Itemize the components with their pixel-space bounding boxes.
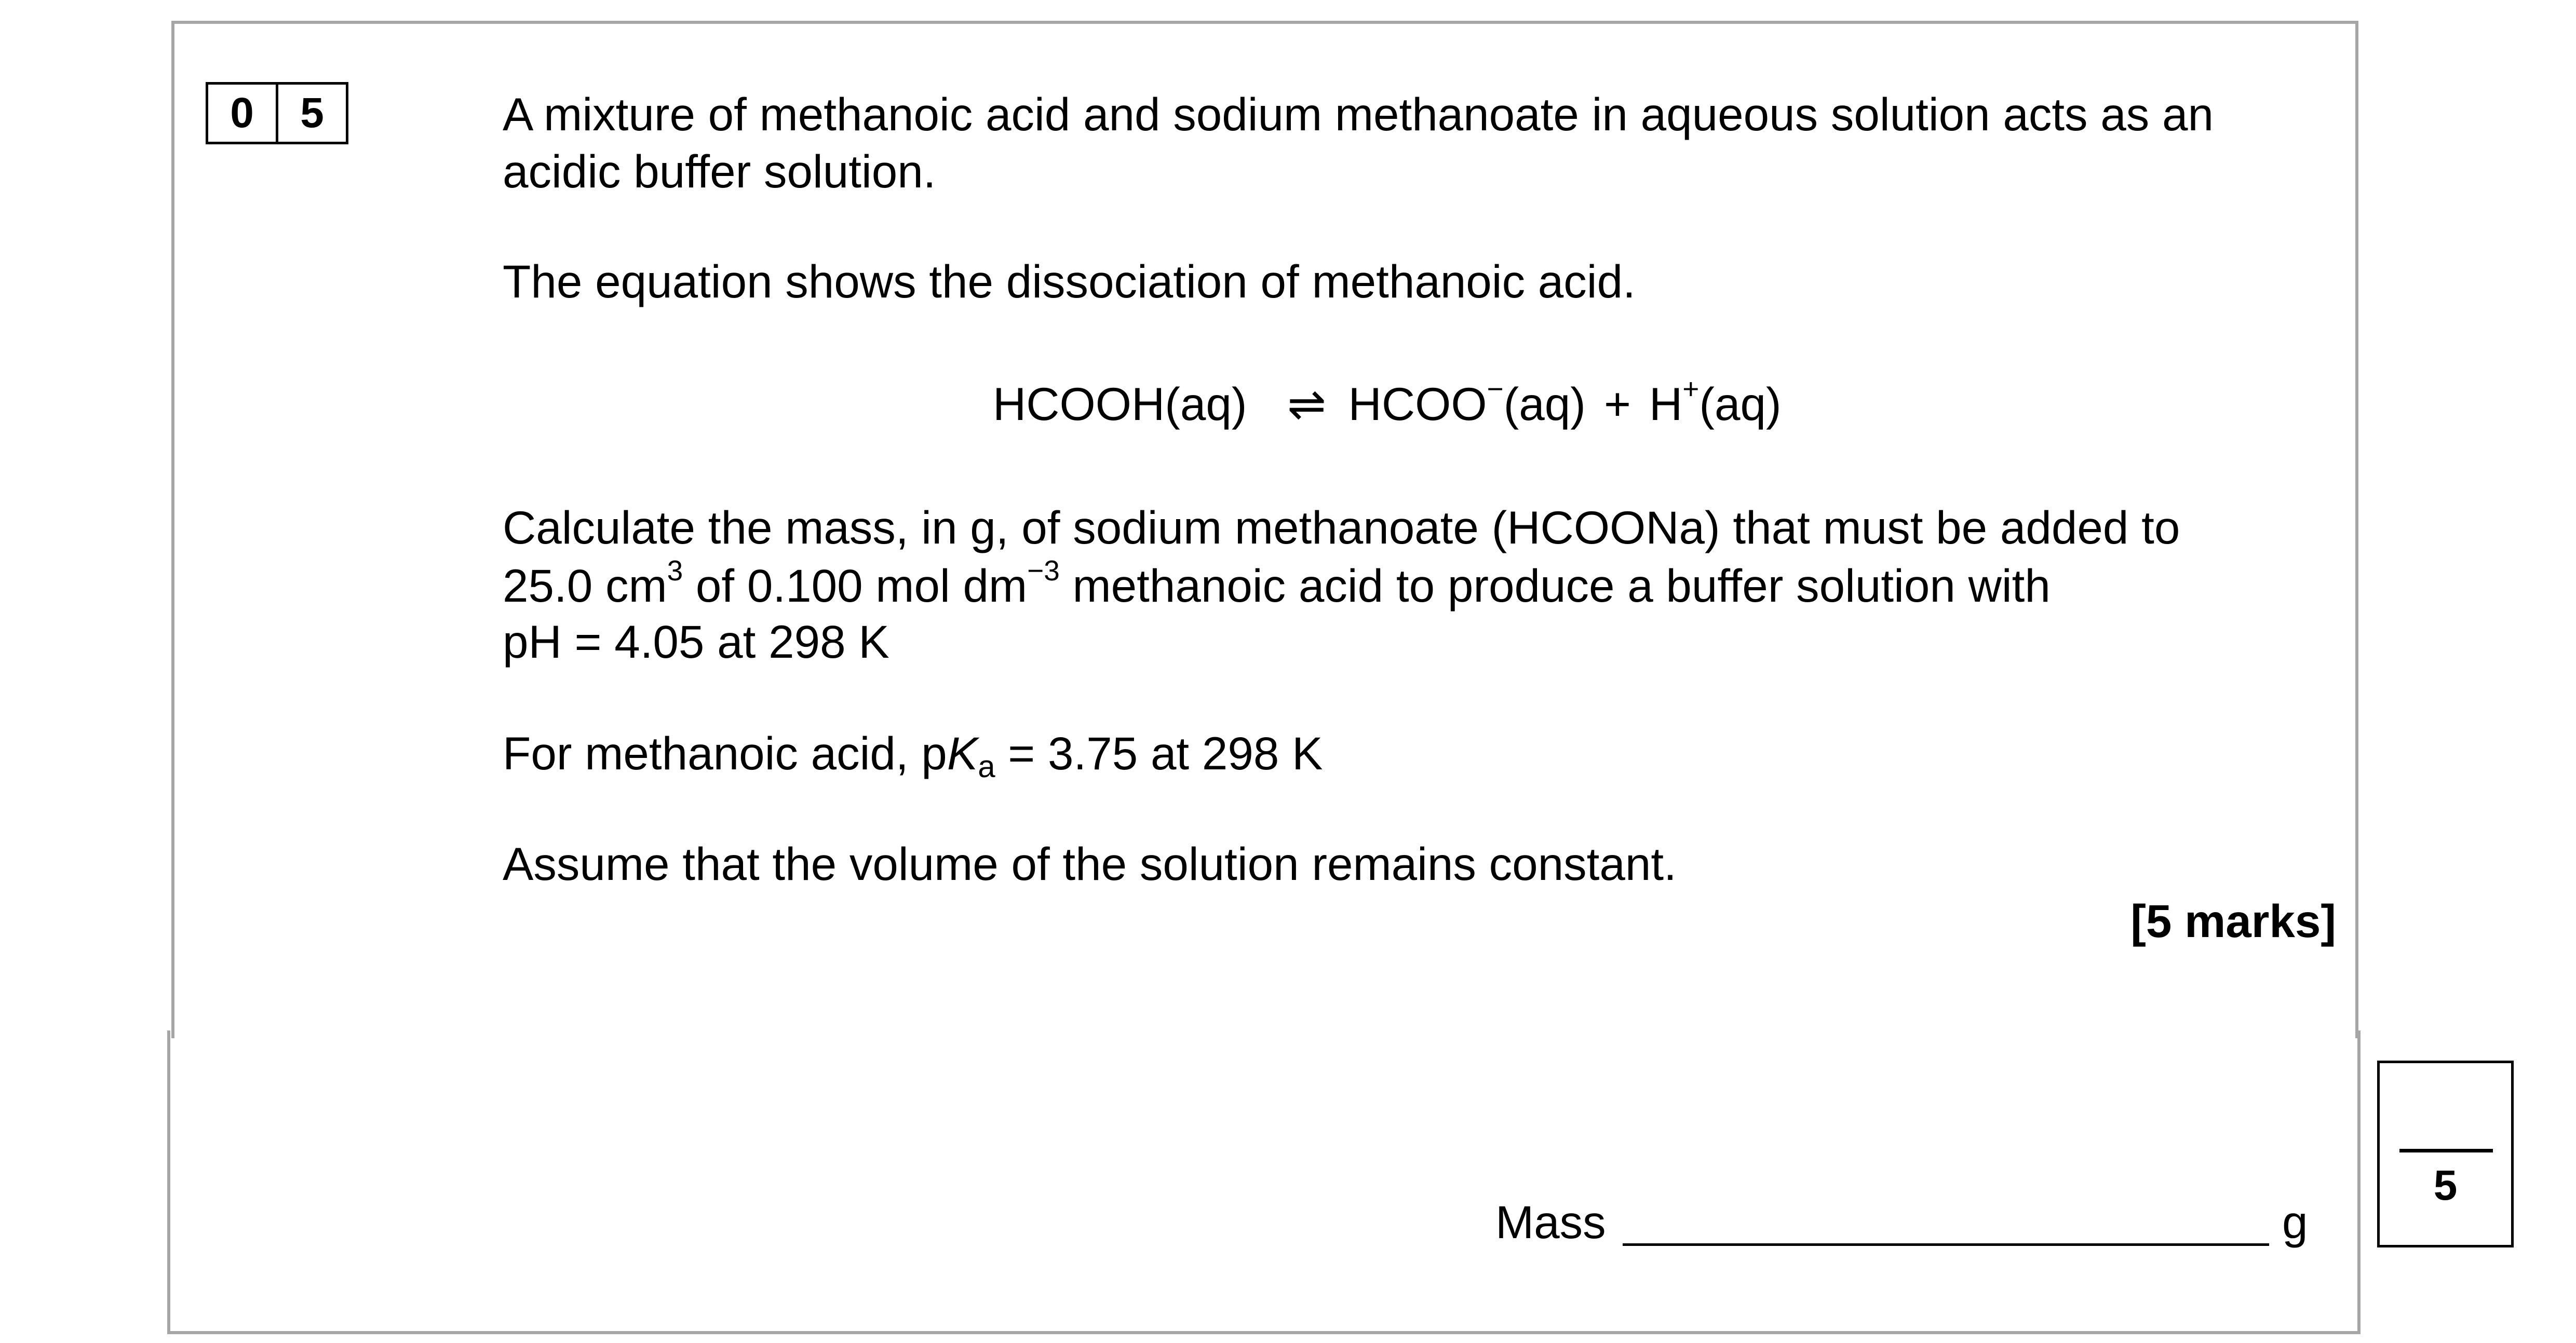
equation-product-1-charge: − [1487, 372, 1504, 405]
score-box [2377, 1061, 2514, 1247]
question-number-digit-2: 5 [276, 82, 348, 144]
pka-text-a: For methanoic acid, p [503, 727, 947, 779]
pka-k-italic: K [947, 727, 978, 779]
equation-product-1-base: HCOO [1348, 378, 1487, 430]
pka-subscript: a [978, 749, 995, 784]
mass-unit: g [2282, 1196, 2308, 1248]
pka-line [503, 724, 1323, 782]
equation-reactant: HCOOH(aq) [993, 378, 1247, 430]
calc-line-1: Calculate the mass, in g, of sodium methanoate (HCOONa) that must be added to [503, 501, 2180, 553]
calc-line-3: pH = 4.05 at 298 K [503, 616, 889, 668]
intro-line-2: acidic buffer solution. [503, 145, 936, 197]
score-box-total: 5 [2433, 1162, 2458, 1209]
mass-answer-line[interactable] [1623, 1243, 2269, 1246]
assumption-line: Assume that the volume of the solution remains constant. [503, 838, 1677, 890]
score-box-line[interactable] [2399, 1149, 2493, 1152]
cm3-superscript: 3 [667, 554, 683, 587]
mass-answer-label: Mass [1495, 1196, 1606, 1248]
equilibrium-arrow: ⇌ [1287, 378, 1326, 430]
equation-plus: + [1603, 378, 1631, 430]
equation-intro: The equation shows the dissociation of methanoic acid. [503, 255, 1636, 307]
intro-line-1: A mixture of methanoic acid and sodium methanoate in aqueous solution acts as an [503, 88, 2214, 140]
marks-label: [5 marks] [2130, 895, 2336, 947]
equation-product-2-base: H [1649, 378, 1683, 430]
equation-product-2-state: (aq) [1699, 378, 1782, 430]
calc-line-2-part-b: of 0.100 mol dm [683, 560, 1028, 612]
calc-line-2-part-c: methanoic acid to produce a buffer solution with [1059, 560, 2051, 612]
question-number-digit-1: 0 [206, 82, 278, 144]
calc-line-2 [503, 554, 2051, 615]
pka-text-b: = 3.75 at 298 K [995, 727, 1323, 779]
dissociation-equation [993, 372, 1782, 433]
answer-frame-bottom [167, 1030, 2361, 1334]
calc-line-2-part-a: 25.0 cm [503, 560, 667, 612]
equation-product-1-state: (aq) [1503, 378, 1586, 430]
dm-3-superscript: −3 [1027, 554, 1060, 587]
equation-product-2-charge: + [1682, 372, 1700, 405]
